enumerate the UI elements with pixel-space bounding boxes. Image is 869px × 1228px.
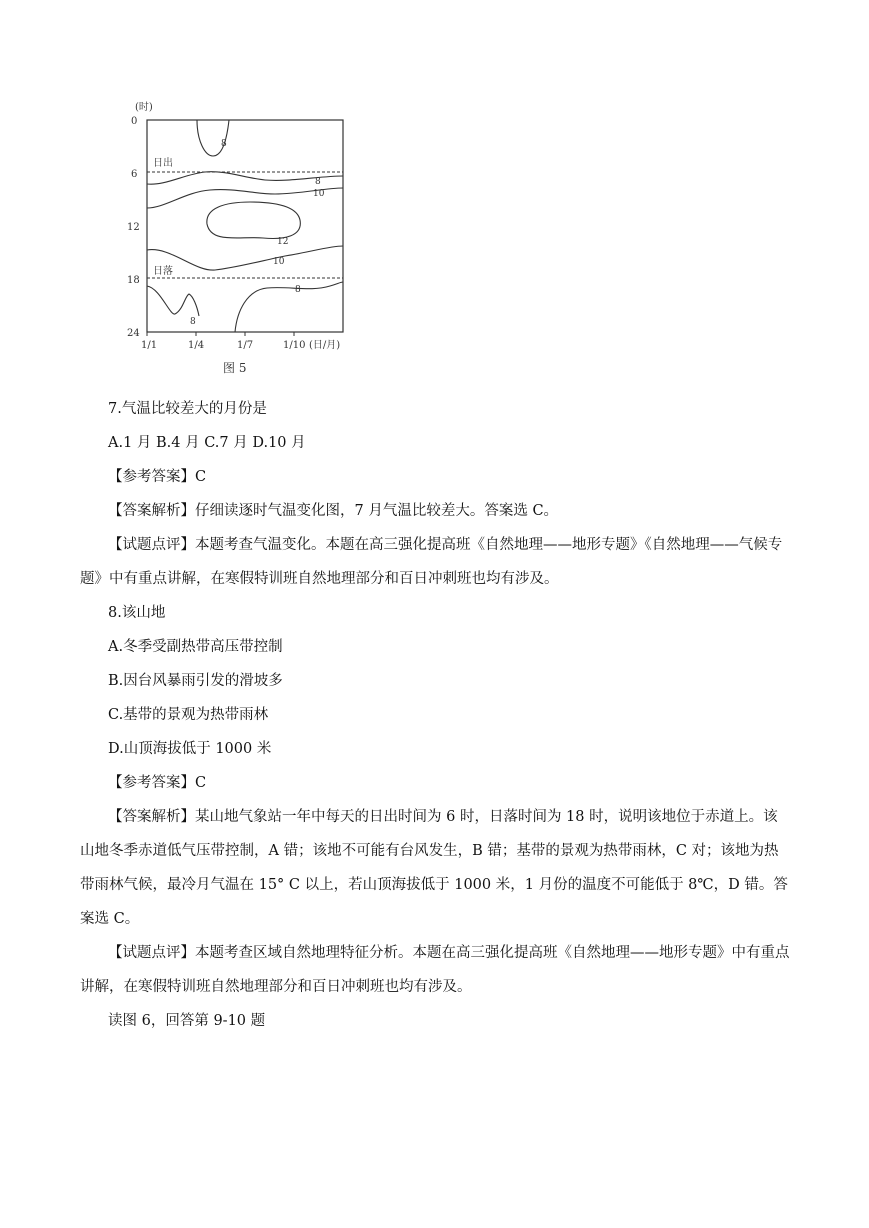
y-axis-label: (时) (135, 102, 153, 113)
contour-label: 8 (315, 177, 321, 187)
question-8-stem: 8.该山地 (108, 605, 166, 621)
answer-tag: 【参考答案】 (108, 469, 195, 485)
plot-frame (147, 120, 343, 332)
answer-tag: 【参考答案】 (108, 775, 195, 791)
x-axis-label: (日/月) (309, 340, 341, 351)
analysis-tag: 【答案解析】 (108, 809, 195, 825)
sunrise-label: 日出 (153, 158, 173, 169)
contour-label: 10 (313, 189, 325, 199)
isotherm-diagram (125, 96, 365, 381)
question-7-answer (80, 460, 790, 494)
x-tick: 1/4 (188, 340, 205, 351)
y-tick: 6 (131, 169, 138, 180)
sunset-label: 日落 (153, 266, 173, 277)
answer-value: C (195, 469, 207, 485)
question-8-analysis (80, 800, 790, 936)
question-8-review (80, 936, 790, 1004)
question-7-analysis (80, 494, 790, 528)
y-tick: 18 (127, 275, 140, 286)
document-body (80, 392, 790, 1038)
question-7-stem: 7.气温比较差大的月份是 (108, 401, 267, 417)
contour-label: 8 (190, 317, 196, 327)
isotherm-12-core (207, 202, 300, 238)
x-tick: 1/7 (237, 340, 254, 351)
review-tag: 【试题点评】 (108, 945, 195, 961)
contour-label: 8 (295, 285, 301, 295)
isotherm-8-night-right (235, 282, 343, 332)
next-section-prompt: 读图 6，回答第 9-10 题 (108, 1013, 266, 1029)
figure-5-isotherm-chart (125, 96, 365, 381)
x-tick: 1/10 (283, 340, 306, 351)
review-tag: 【试题点评】 (108, 537, 195, 553)
isotherm-8-night-left (147, 286, 199, 316)
review-text: 本题考查气温变化。本题在高三强化提高班《自然地理——地形专题》《自然地理——气候专题》中有重点讲解，在寒假特训班自然地理部分和百日冲刺班也均有涉及。 (80, 537, 783, 587)
question-8-answer (80, 766, 790, 800)
isotherm-8-morning (147, 172, 343, 185)
question-8-option-c: C.基带的景观为热带雨林 (108, 707, 269, 723)
figure-caption: 图 5 (223, 361, 247, 375)
contour-label: 10 (273, 257, 285, 267)
question-8-option-b: B.因台风暴雨引发的滑坡多 (108, 673, 283, 689)
question-8-option-a: A.冬季受副热带高压带控制 (108, 639, 283, 655)
x-tick: 1/1 (141, 340, 158, 351)
analysis-text: 仔细读逐时气温变化图，7 月气温比较差大。答案选 C。 (195, 503, 559, 519)
isotherm-8-top (197, 120, 229, 156)
y-tick: 12 (127, 222, 140, 233)
isotherm-10-evening (147, 246, 343, 270)
question-7-options: A.1 月 B.4 月 C.7 月 D.10 月 (108, 435, 306, 451)
y-tick: 24 (127, 328, 140, 339)
contour-label: 8 (221, 139, 227, 149)
analysis-text: 某山地气象站一年中每天的日出时间为 6 时，日落时间为 18 时，说明该地位于赤道上。该山地冬季赤道低气压带控制，A 错；该地不可能有台风发生，B 错；基带的景观为热带雨林，C 对；该地为热带雨林气候，最冷月气温在 15° C 以上，若山顶海拔低于 1000 米，1 月份的温度不可能低于 8℃，D 错。答案选 C。 (80, 809, 788, 927)
answer-value: C (195, 775, 207, 791)
review-text: 本题考查区域自然地理特征分析。本题在高三强化提高班《自然地理——地形专题》中有重点讲解，在寒假特训班自然地理部分和百日冲刺班也均有涉及。 (80, 945, 790, 995)
question-7-review (80, 528, 790, 596)
y-tick: 0 (131, 116, 138, 127)
contour-label: 12 (277, 237, 289, 247)
analysis-tag: 【答案解析】 (108, 503, 195, 519)
question-8-option-d: D.山顶海拔低于 1000 米 (108, 741, 272, 757)
